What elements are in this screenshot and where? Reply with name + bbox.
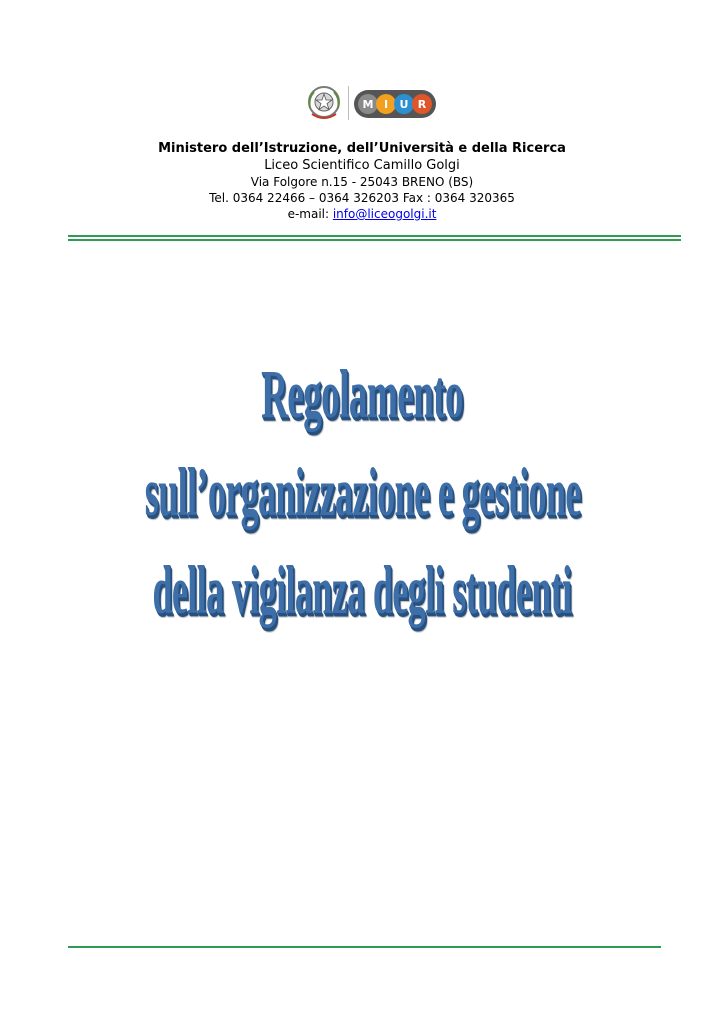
title-line-3: della vigilanza degli studenti	[152, 552, 572, 628]
school-email	[0, 206, 724, 222]
document-title	[0, 338, 724, 646]
school-name: Liceo Scientifico Camillo Golgi	[264, 158, 460, 173]
logo-separator	[348, 86, 349, 120]
italian-republic-emblem-icon	[306, 84, 342, 122]
email-link[interactable]: info@liceogolgi.it	[332, 207, 437, 221]
miur-logo-icon	[354, 90, 436, 118]
email-label: e-mail:	[287, 207, 333, 221]
miur-letter-i: I	[383, 98, 389, 111]
school-address: Via Folgore n.15 - 25043 BRENO (BS)	[250, 175, 474, 189]
miur-letter-u: U	[399, 98, 409, 111]
miur-letter-m: M	[362, 98, 374, 111]
title-line-2: sull’organizzazione e gestione	[144, 454, 581, 530]
header-logos	[306, 84, 436, 124]
header-divider	[68, 235, 681, 241]
title-line-1: Regolamento	[261, 356, 463, 432]
divider-line-top	[68, 235, 681, 237]
letterhead	[0, 140, 724, 222]
ministry-name: Ministero dell’Istruzione, dell’Università e della Ricerca	[158, 141, 566, 156]
footer-divider	[68, 946, 661, 948]
divider-line-bottom	[68, 239, 681, 241]
school-phone: Tel. 0364 22466 – 0364 326203 Fax : 0364 320365	[209, 191, 515, 205]
miur-letter-r: R	[417, 98, 427, 111]
